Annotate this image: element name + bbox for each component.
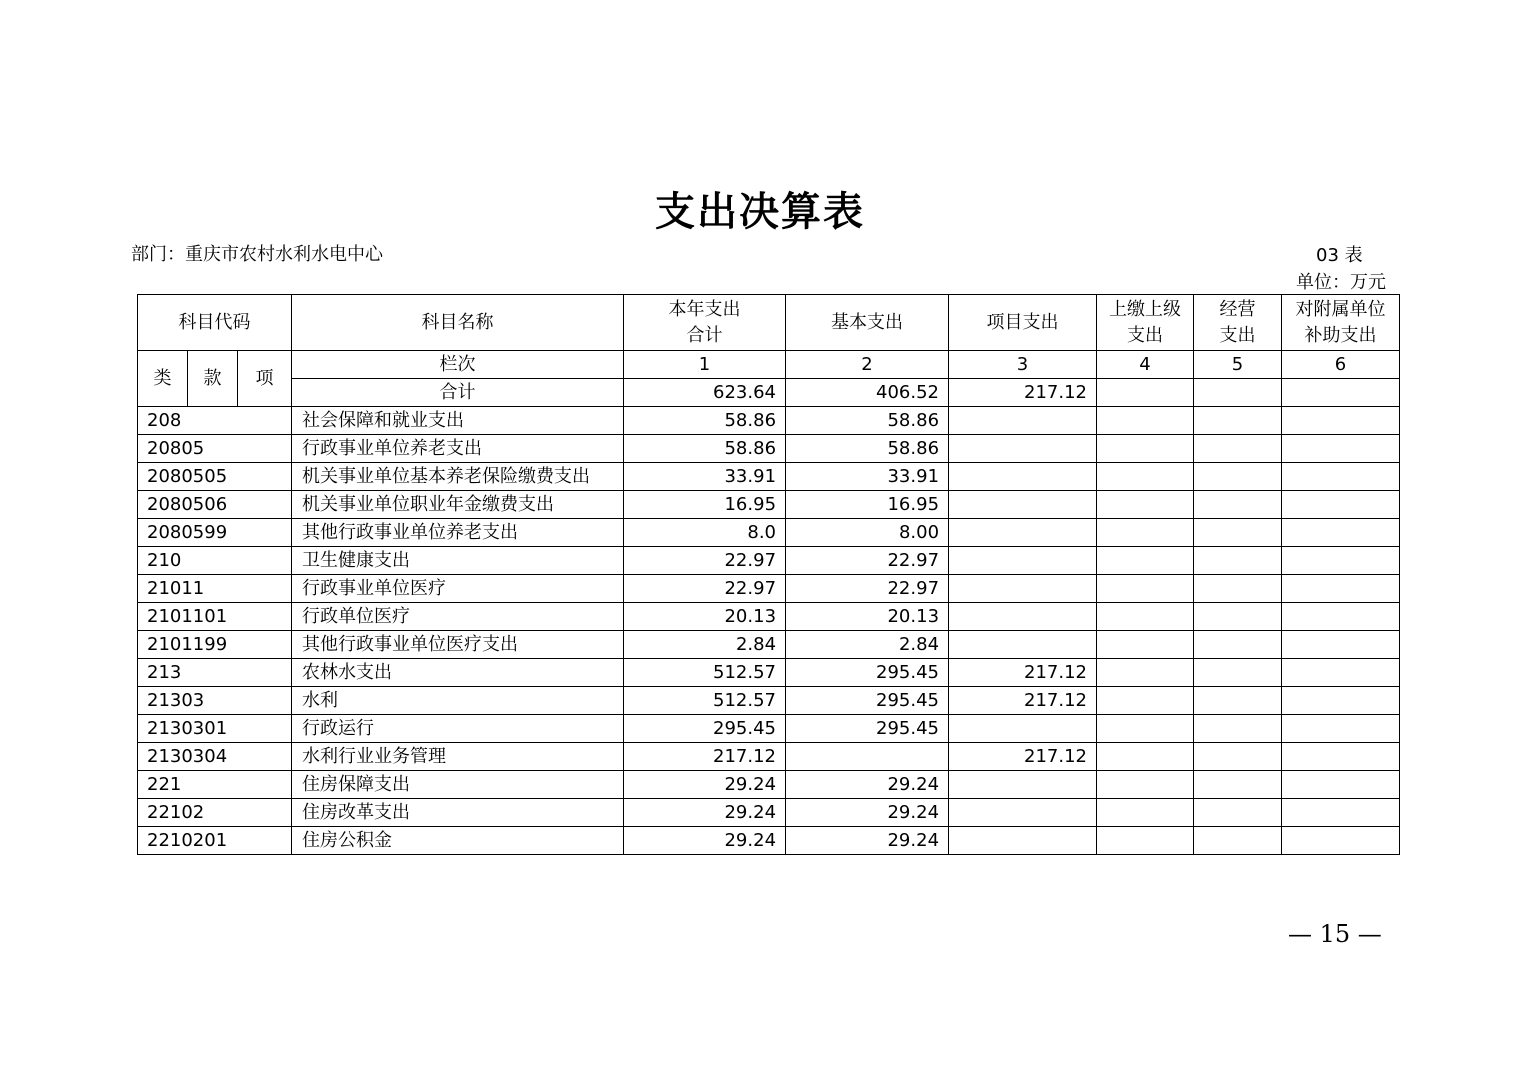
row-project — [949, 435, 1097, 463]
header-business: 经营 支出 — [1194, 295, 1282, 351]
header-xiang: 项 — [238, 351, 292, 407]
row-basic: 295.45 — [786, 687, 949, 715]
empty-cell — [1194, 827, 1282, 855]
row-name: 机关事业单位职业年金缴费支出 — [292, 491, 624, 519]
empty-cell — [1282, 687, 1400, 715]
row-code: 20805 — [138, 435, 292, 463]
table-row — [138, 463, 1400, 491]
empty-cell — [1097, 799, 1194, 827]
column-label: 栏次 — [292, 351, 624, 379]
row-code: 21011 — [138, 575, 292, 603]
table-row — [138, 407, 1400, 435]
empty-cell — [1194, 407, 1282, 435]
table-row — [138, 687, 1400, 715]
row-project: 217.12 — [949, 743, 1097, 771]
row-name: 农林水支出 — [292, 659, 624, 687]
row-total: 22.97 — [624, 547, 786, 575]
unit-label: 单位：万元 — [1296, 272, 1386, 293]
header-subsidy: 对附属单位 补助支出 — [1282, 295, 1400, 351]
row-total: 58.86 — [624, 435, 786, 463]
row-code: 2101199 — [138, 631, 292, 659]
row-total: 8.0 — [624, 519, 786, 547]
header-upper: 上缴上级 支出 — [1097, 295, 1194, 351]
row-name: 水利行业业务管理 — [292, 743, 624, 771]
row-name: 行政事业单位养老支出 — [292, 435, 624, 463]
empty-cell — [1282, 715, 1400, 743]
empty-cell — [1282, 743, 1400, 771]
row-basic: 58.86 — [786, 435, 949, 463]
empty-cell — [1097, 631, 1194, 659]
row-name: 其他行政事业单位医疗支出 — [292, 631, 624, 659]
row-code: 2080506 — [138, 491, 292, 519]
table-row — [138, 743, 1400, 771]
row-code: 2210201 — [138, 827, 292, 855]
row-basic: 8.00 — [786, 519, 949, 547]
row-project — [949, 631, 1097, 659]
empty-cell — [1282, 799, 1400, 827]
empty-cell — [1194, 463, 1282, 491]
row-project — [949, 827, 1097, 855]
row-total: 217.12 — [624, 743, 786, 771]
empty-cell — [1194, 435, 1282, 463]
row-name: 住房保障支出 — [292, 771, 624, 799]
row-code: 2080505 — [138, 463, 292, 491]
expenditure-table — [137, 294, 1400, 855]
empty-cell — [1282, 519, 1400, 547]
row-code: 2130304 — [138, 743, 292, 771]
row-total: 29.24 — [624, 771, 786, 799]
row-basic: 22.97 — [786, 575, 949, 603]
column-number: 6 — [1282, 351, 1400, 379]
row-project — [949, 771, 1097, 799]
empty-cell — [1194, 715, 1282, 743]
row-basic: 29.24 — [786, 771, 949, 799]
row-total: 22.97 — [624, 575, 786, 603]
table-row — [138, 799, 1400, 827]
empty-cell — [1097, 463, 1194, 491]
page-title: 支出决算表 — [655, 188, 865, 235]
row-basic: 29.24 — [786, 827, 949, 855]
total-label: 合计 — [292, 379, 624, 407]
row-total: 512.57 — [624, 687, 786, 715]
row-total: 512.57 — [624, 659, 786, 687]
empty-cell — [1282, 463, 1400, 491]
header-basic: 基本支出 — [786, 295, 949, 351]
empty-cell — [1194, 547, 1282, 575]
row-name: 住房公积金 — [292, 827, 624, 855]
row-code: 213 — [138, 659, 292, 687]
column-number: 2 — [786, 351, 949, 379]
empty-cell — [1282, 575, 1400, 603]
table-row — [138, 659, 1400, 687]
row-project — [949, 603, 1097, 631]
column-number: 4 — [1097, 351, 1194, 379]
empty-cell — [1282, 631, 1400, 659]
row-total: 16.95 — [624, 491, 786, 519]
total-sum: 623.64 — [624, 379, 786, 407]
empty-cell — [1282, 827, 1400, 855]
row-name: 行政事业单位医疗 — [292, 575, 624, 603]
row-basic: 33.91 — [786, 463, 949, 491]
row-total: 295.45 — [624, 715, 786, 743]
total-row — [138, 379, 1400, 407]
empty-cell — [1097, 603, 1194, 631]
empty-cell — [1282, 603, 1400, 631]
total-project: 217.12 — [949, 379, 1097, 407]
row-total: 2.84 — [624, 631, 786, 659]
table-row — [138, 547, 1400, 575]
empty-cell — [1194, 687, 1282, 715]
row-code: 2101101 — [138, 603, 292, 631]
row-code: 208 — [138, 407, 292, 435]
empty-cell — [1282, 771, 1400, 799]
row-name: 其他行政事业单位养老支出 — [292, 519, 624, 547]
empty-cell — [1097, 547, 1194, 575]
table-row — [138, 827, 1400, 855]
empty-cell — [1097, 715, 1194, 743]
header-kuan: 款 — [188, 351, 238, 407]
table-row — [138, 715, 1400, 743]
row-project — [949, 547, 1097, 575]
table-row — [138, 491, 1400, 519]
empty-cell — [1194, 659, 1282, 687]
empty-cell — [1097, 743, 1194, 771]
empty-cell — [1282, 407, 1400, 435]
row-name: 社会保障和就业支出 — [292, 407, 624, 435]
department-label: 部门：重庆市农村水利水电中心 — [131, 244, 383, 265]
header-project: 项目支出 — [949, 295, 1097, 351]
row-total: 33.91 — [624, 463, 786, 491]
row-total: 20.13 — [624, 603, 786, 631]
row-code: 21303 — [138, 687, 292, 715]
table-row — [138, 603, 1400, 631]
row-total: 29.24 — [624, 827, 786, 855]
empty-cell — [1282, 547, 1400, 575]
empty-cell — [1097, 687, 1194, 715]
table-number: 03 表 — [1316, 245, 1363, 266]
empty-cell — [1194, 771, 1282, 799]
row-name: 行政运行 — [292, 715, 624, 743]
row-code: 221 — [138, 771, 292, 799]
row-basic: 20.13 — [786, 603, 949, 631]
empty-cell — [1097, 659, 1194, 687]
table-row — [138, 631, 1400, 659]
empty-cell — [1194, 799, 1282, 827]
row-basic: 29.24 — [786, 799, 949, 827]
empty-cell — [1097, 519, 1194, 547]
row-name: 行政单位医疗 — [292, 603, 624, 631]
header-lei: 类 — [138, 351, 188, 407]
empty-cell — [1097, 575, 1194, 603]
row-project — [949, 519, 1097, 547]
empty-cell — [1194, 491, 1282, 519]
row-total: 29.24 — [624, 799, 786, 827]
empty-cell — [1194, 379, 1282, 407]
row-project — [949, 407, 1097, 435]
page-number: — 15 — — [1288, 920, 1382, 948]
row-total: 58.86 — [624, 407, 786, 435]
table-row — [138, 435, 1400, 463]
empty-cell — [1194, 743, 1282, 771]
column-number: 1 — [624, 351, 786, 379]
row-basic: 2.84 — [786, 631, 949, 659]
empty-cell — [1097, 827, 1194, 855]
empty-cell — [1282, 491, 1400, 519]
row-project — [949, 463, 1097, 491]
empty-cell — [1282, 435, 1400, 463]
column-number-row — [138, 351, 1400, 379]
row-project — [949, 799, 1097, 827]
header-code: 科目代码 — [138, 295, 292, 351]
header-total: 本年支出 合计 — [624, 295, 786, 351]
row-project — [949, 491, 1097, 519]
empty-cell — [1097, 435, 1194, 463]
row-code: 2130301 — [138, 715, 292, 743]
row-basic: 58.86 — [786, 407, 949, 435]
column-number: 3 — [949, 351, 1097, 379]
empty-cell — [1194, 575, 1282, 603]
row-basic: 295.45 — [786, 715, 949, 743]
row-basic — [786, 743, 949, 771]
total-basic: 406.52 — [786, 379, 949, 407]
row-code: 2080599 — [138, 519, 292, 547]
table-row — [138, 771, 1400, 799]
row-name: 卫生健康支出 — [292, 547, 624, 575]
empty-cell — [1097, 407, 1194, 435]
empty-cell — [1097, 491, 1194, 519]
empty-cell — [1194, 631, 1282, 659]
row-project: 217.12 — [949, 659, 1097, 687]
row-project — [949, 715, 1097, 743]
row-code: 22102 — [138, 799, 292, 827]
table-row — [138, 575, 1400, 603]
row-name: 水利 — [292, 687, 624, 715]
empty-cell — [1282, 659, 1400, 687]
row-code: 210 — [138, 547, 292, 575]
empty-cell — [1097, 379, 1194, 407]
column-number: 5 — [1194, 351, 1282, 379]
row-project: 217.12 — [949, 687, 1097, 715]
row-name: 住房改革支出 — [292, 799, 624, 827]
row-name: 机关事业单位基本养老保险缴费支出 — [292, 463, 624, 491]
row-basic: 295.45 — [786, 659, 949, 687]
header-row — [138, 295, 1400, 351]
table-row — [138, 519, 1400, 547]
empty-cell — [1194, 603, 1282, 631]
row-project — [949, 575, 1097, 603]
header-name: 科目名称 — [292, 295, 624, 351]
row-basic: 16.95 — [786, 491, 949, 519]
empty-cell — [1194, 519, 1282, 547]
row-basic: 22.97 — [786, 547, 949, 575]
empty-cell — [1097, 771, 1194, 799]
empty-cell — [1282, 379, 1400, 407]
